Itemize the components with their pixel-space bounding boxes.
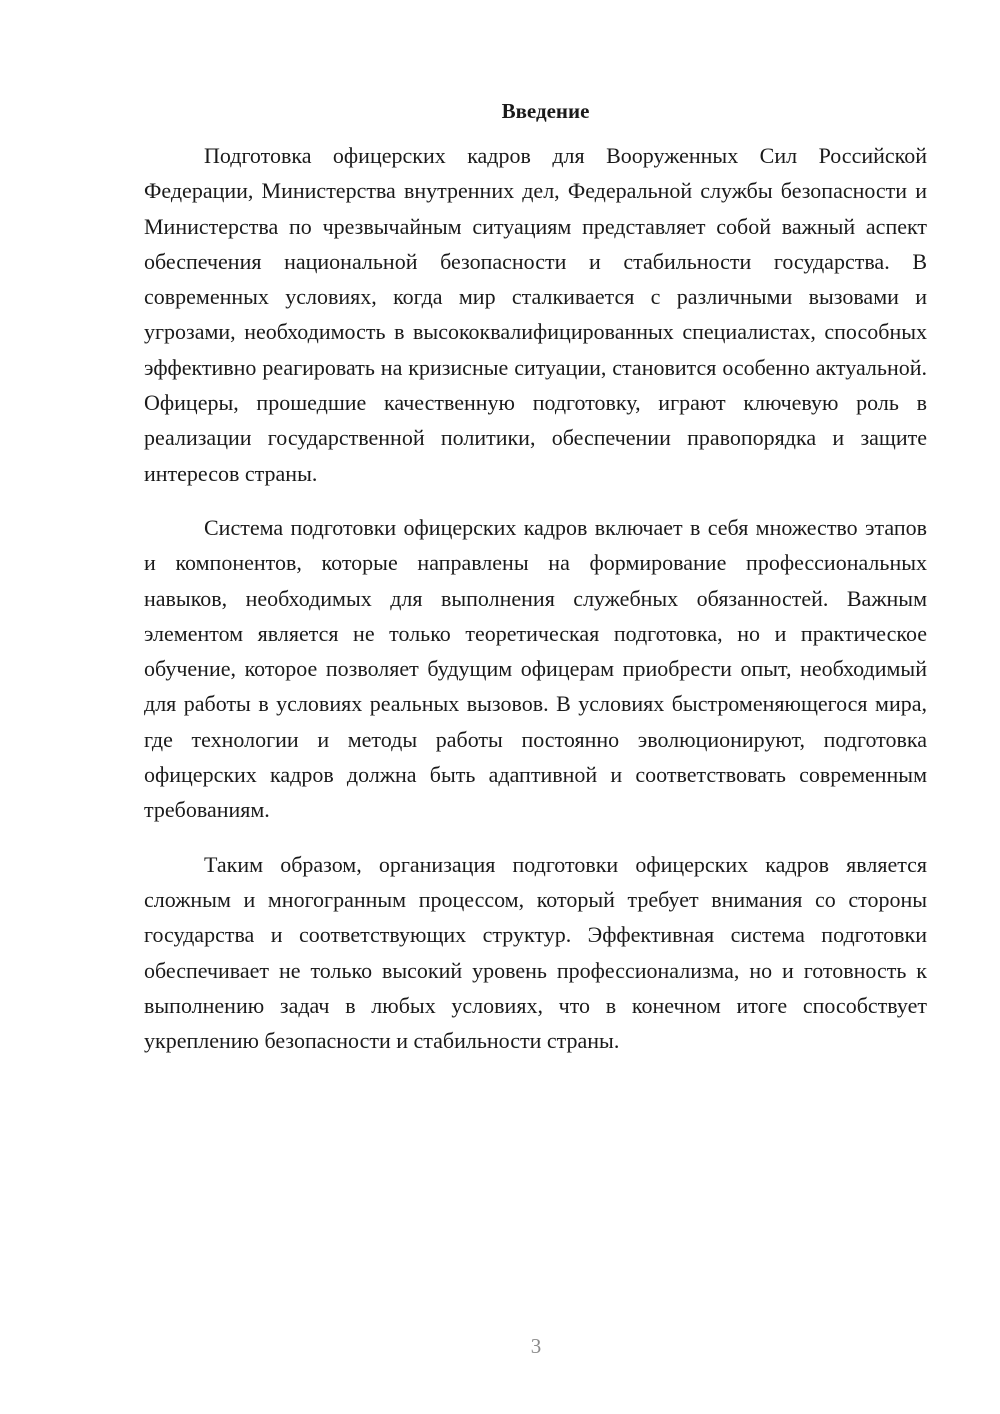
paragraph-2: Система подготовки офицерских кадров включает в себя множество этапов и компонентов, которые направлены на формирование профессиональных навыков, необходимых для выполнения служебных обязанностей. Важным элементом является не только теоретическая подготовка, но и практическое обучение, которое позволяет будущим офицерам приобрести опыт, необходимый для работы в условиях реальных вызовов. В условиях быстроменяющегося мира, где технологии и методы работы постоянно эволюционируют, подготовка офицерских кадров должна быть адаптивной и соответствовать современным требованиям.	[144, 514, 927, 823]
page-number: 3	[530, 1334, 542, 1358]
page-content	[144, 96, 927, 1058]
section-heading: Введение	[501, 99, 590, 123]
paragraph-3: Таким образом, организация подготовки офицерских кадров является сложным и многогранным процессом, который требует внимания со стороны государства и соответствующих структур. Эффективная система подготовки обеспечивает не только высокий уровень профессионализма, но и готовность к выполнению задач в любых условиях, что в конечном итоге способствует укреплению безопасности и стабильности страны.	[144, 851, 927, 1054]
paragraph-1: Подготовка офицерских кадров для Вооруженных Сил Российской Федерации, Министерства внутренних дел, Федеральной службы безопасности и Министерства по чрезвычайным ситуациям представляет собой важный аспект обеспечения национальной безопасности и стабильности государства. В современных условиях, когда мир сталкивается с различными вызовами и угрозами, необходимость в высококвалифицированных специалистах, способных эффективно реагировать на кризисные ситуации, становится особенно актуальной. Офицеры, прошедшие качественную подготовку, играют ключевую роль в реализации государственной политики, обеспечении правопорядка и защите интересов страны.	[144, 143, 927, 486]
